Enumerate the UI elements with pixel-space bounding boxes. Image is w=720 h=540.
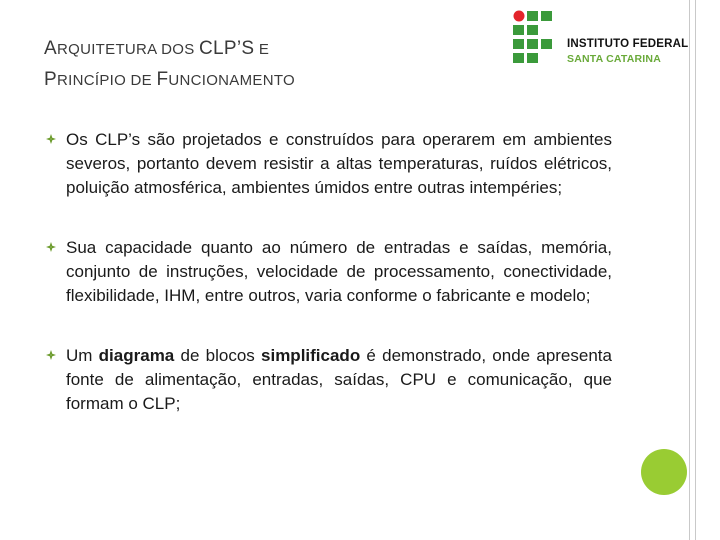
bold-term: diagrama xyxy=(98,346,175,365)
title-text: CLP’S xyxy=(199,38,255,59)
diamond-bullet-icon xyxy=(46,242,56,252)
institution-logo xyxy=(511,9,701,69)
diamond-bullet-icon xyxy=(46,134,56,144)
text-fragment: de blocos xyxy=(174,346,262,365)
logo-name: INSTITUTO FEDERAL xyxy=(567,38,689,50)
title-text: P xyxy=(44,69,57,90)
title-text: A xyxy=(44,38,57,59)
text-fragment: Os CLP’s são projetados e construídos para operarem em ambientes severos, portanto devem resistir a altas temperaturas, ruídos elétricos, poluição atmosférica, ambientes úmidos entre outras intempéries; xyxy=(66,130,612,197)
slide-title xyxy=(44,34,404,96)
title-text: E xyxy=(254,41,270,58)
bullet-text xyxy=(66,128,612,200)
title-line-1 xyxy=(44,34,404,65)
decorative-line xyxy=(695,0,696,540)
slide-decoration xyxy=(680,0,720,540)
title-text: F xyxy=(156,69,169,90)
decorative-line xyxy=(689,0,690,540)
decorative-circle xyxy=(641,449,687,495)
bullet-text xyxy=(66,344,612,416)
title-text: RINCÍPIO DE xyxy=(56,72,157,89)
list-item xyxy=(46,128,612,200)
logo-campus: SANTA CATARINA xyxy=(567,53,661,65)
text-fragment: Um xyxy=(66,346,99,365)
diamond-bullet-icon xyxy=(46,350,56,360)
text-fragment: Sua capacidade quanto ao número de entradas e saídas, memória, conjunto de instruções, velocidade de processamento, conectividade, flexibilidade, IHM, entre outros, varia conforme o fabricante e modelo; xyxy=(66,238,612,305)
list-item xyxy=(46,344,612,416)
title-text: UNCIONAMENTO xyxy=(168,72,296,89)
list-item xyxy=(46,236,612,308)
bold-term: simplificado xyxy=(261,346,361,365)
bullet-list xyxy=(46,128,612,452)
if-logo-icon xyxy=(511,9,563,69)
text-fragment: é demonstrado, onde apresenta fonte de alimentação, entradas, saídas, CPU e comunicação, que formam o CLP; xyxy=(66,346,612,413)
title-line-2 xyxy=(44,65,404,96)
bullet-text xyxy=(66,236,612,308)
title-text: RQUITETURA DOS xyxy=(56,41,199,58)
